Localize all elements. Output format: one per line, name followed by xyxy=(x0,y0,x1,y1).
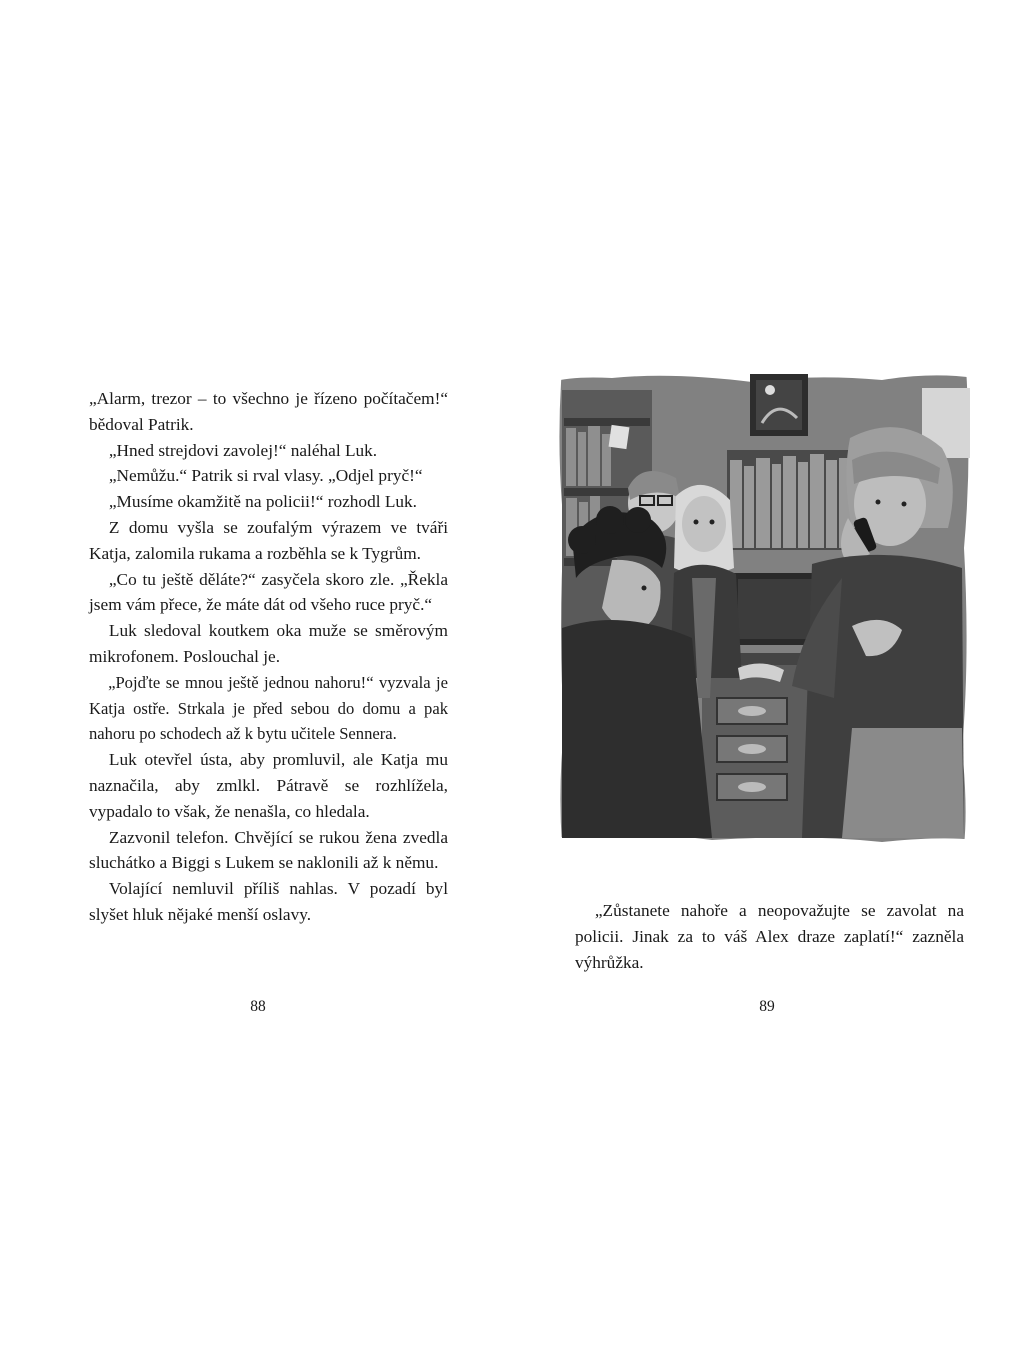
paragraph: Luk otevřel ústa, aby promluvil, ale Katja mu naznačila, aby zmlkl. Pátravě se rozhlížela, vypadalo to však, že nenašla, co hledala. xyxy=(89,750,448,821)
paragraph: Luk sledoval koutkem oka muže se směrovým mikrofonem. Poslouchal je. xyxy=(89,621,448,666)
paragraph: „Hned strejdovi zavolej!“ naléhal Luk. xyxy=(108,440,378,460)
paragraph: „Zůstanete nahoře a neopovažujte se zavolat na policii. Jinak za to váš Alex draze zaplatí!“ zazněla výhrůžka. xyxy=(575,901,964,972)
paragraph: „Musíme okamžitě na policii!“ rozhodl Luk. xyxy=(108,492,417,512)
illustration-drawing xyxy=(552,368,975,845)
paragraph: „Nemůžu.“ Patrik si rval vlasy. „Odjel pryč!“ xyxy=(108,466,423,486)
right-page xyxy=(512,0,1024,1365)
paragraph: Zazvonil telefon. Chvějící se rukou žena zvedla sluchátko a Biggi s Lukem se naklonili až k němu. xyxy=(89,827,448,873)
paragraph: „Pojďte se mnou ještě jednou nahoru!“ vyzvala je Katja ostře. Strkala je před sebou do domu a pak nahoru po schodech až k bytu učitele Sennera. xyxy=(89,672,448,744)
paragraph: „Co tu ještě děláte?“ zasyčela skoro zle. „Řekla jsem vám přece, že máte dát od všeho ruce pryč.“ xyxy=(89,569,448,615)
illustration xyxy=(552,368,975,845)
paragraph: „Alarm, trezor – to všechno je řízeno počítačem!“ bědoval Patrik. xyxy=(89,389,448,434)
paragraph: Volající nemluvil příliš nahlas. V pozadí byl slyšet hluk nějaké menší oslavy. xyxy=(89,879,448,924)
left-page-text xyxy=(89,386,448,928)
page-number: 88 xyxy=(250,998,266,1015)
page-number: 89 xyxy=(759,998,775,1015)
right-page-text xyxy=(575,898,964,976)
paragraph: Z domu vyšla se zoufalým výrazem ve tváři Katja, zalomila rukama a rozběhla se k Tygrům. xyxy=(89,517,448,563)
